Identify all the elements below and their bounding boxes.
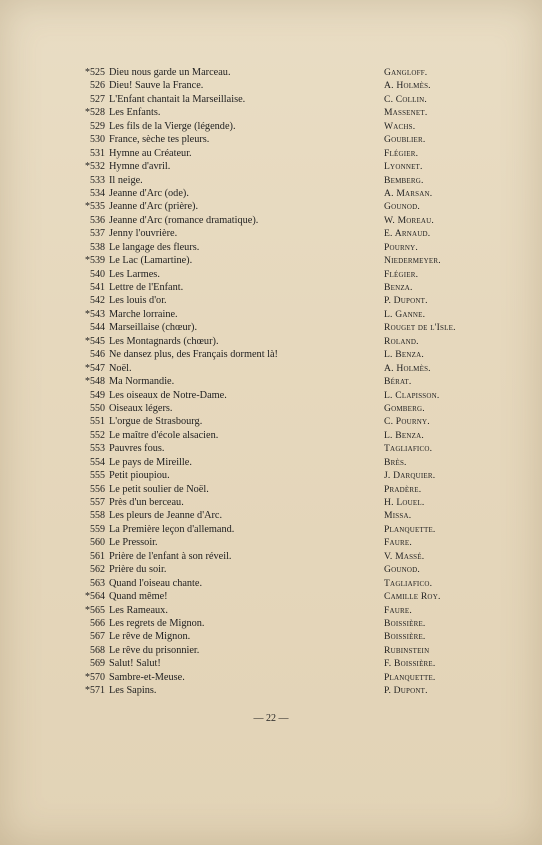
entry-title: Quand même! [109, 591, 168, 603]
entry-composer: P. Dupont. [384, 295, 428, 307]
entry-composer: A. Holmès. [384, 80, 431, 92]
entry-title: Marseillaise (chœur). [109, 322, 198, 334]
entry-composer: Boissière. [384, 617, 426, 629]
entry-composer: C. Collin. [384, 93, 427, 105]
list-item [78, 294, 498, 307]
list-item [78, 147, 498, 160]
entry-composer: Bemberg. [384, 174, 424, 186]
entry-number: 551 [90, 416, 105, 428]
entry-number: *539 [85, 255, 105, 267]
entry-title: Le langage des fleurs. [109, 241, 200, 253]
list-item [78, 617, 498, 630]
entry-number: 557 [90, 497, 105, 508]
list-item [78, 174, 498, 187]
list-item [78, 308, 498, 321]
entry-composer: Benza. [384, 282, 413, 293]
entry-number: *547 [85, 362, 105, 374]
entry-number: *548 [85, 376, 105, 388]
entry-number: 555 [90, 470, 105, 482]
list-item [78, 120, 498, 133]
entry-title: Salut! Salut! [109, 658, 161, 670]
list-item [78, 536, 498, 549]
entry-number: 560 [90, 537, 105, 549]
entry-composer: V. Massé. [384, 550, 425, 562]
entry-title: Il neige. [109, 174, 143, 186]
entry-title: Les Sapins. [109, 685, 157, 697]
entry-number: 559 [90, 523, 105, 535]
list-item [78, 604, 498, 617]
entry-number: 568 [90, 644, 105, 656]
entry-composer: L. Clapisson. [384, 389, 440, 401]
entry-number: *564 [85, 591, 105, 603]
entry-number: 552 [90, 429, 105, 441]
entry-composer: Bérat. [384, 376, 412, 388]
entry-composer: Camille Roy. [384, 591, 441, 603]
entry-title: Près d'un berceau. [109, 497, 184, 508]
entry-composer: Faure. [384, 604, 412, 616]
entry-number: 544 [90, 322, 105, 334]
entry-composer: L. Benza. [384, 429, 424, 441]
entry-number: *535 [85, 201, 105, 213]
list-item [78, 577, 498, 590]
list-item [78, 254, 498, 267]
entry-composer: L. Ganne. [384, 308, 426, 320]
list-item [78, 644, 498, 657]
entry-title: Le Pressoir. [109, 537, 158, 549]
entry-composer: Niedermeyer. [384, 255, 441, 267]
entry-number: 549 [90, 389, 105, 401]
page-number: — 22 — [253, 713, 289, 724]
entry-title: Hymne au Créateur. [109, 147, 192, 159]
list-item [78, 200, 498, 213]
list-item [78, 630, 498, 643]
entry-number: 556 [90, 483, 105, 495]
entry-title: Les Montagnards (chœur). [109, 335, 219, 347]
list-item [78, 456, 498, 469]
list-item [78, 375, 498, 388]
entry-composer: Brès. [384, 456, 407, 468]
list-item [78, 335, 498, 348]
list-item [78, 79, 498, 92]
entry-title: Ma Normandie. [109, 376, 175, 388]
list-item [78, 214, 498, 227]
entry-number: 531 [90, 147, 105, 159]
entry-composer: H. Louel. [384, 497, 425, 508]
entry-title: Le maître d'école alsacien. [109, 429, 219, 441]
list-item [78, 550, 498, 563]
entry-number: 562 [90, 564, 105, 576]
entry-title: Les oiseaux de Notre-Dame. [109, 389, 227, 401]
list-item [78, 402, 498, 415]
list-item [78, 133, 498, 146]
list-item [78, 523, 498, 536]
entry-composer: Wachs. [384, 120, 416, 132]
entry-title: Quand l'oiseau chante. [109, 577, 203, 589]
entry-number: 529 [90, 120, 105, 132]
entry-composer: F. Boissière. [384, 658, 436, 670]
entry-title: Marche lorraine. [109, 308, 178, 320]
entry-title: Jenny l'ouvrière. [109, 228, 178, 240]
entry-title: Le petit soulier de Noël. [109, 483, 209, 495]
list-item [78, 590, 498, 603]
entry-number: 563 [90, 577, 105, 589]
entry-composer: W. Moreau. [384, 214, 435, 226]
entry-title: Les louis d'or. [109, 295, 167, 307]
entry-number: 537 [90, 228, 105, 240]
list-item [78, 442, 498, 455]
entry-number: 546 [90, 349, 105, 361]
entry-composer: Massenet. [384, 107, 428, 119]
entry-composer: Rubinstein [384, 644, 430, 656]
entry-composer: Pourny. [384, 241, 419, 253]
list-item [78, 429, 498, 442]
entry-number: 567 [90, 631, 105, 643]
list-item [78, 187, 498, 200]
entry-title: Le pays de Mireille. [109, 456, 192, 468]
entry-title: Les Larmes. [109, 268, 160, 280]
entry-composer: Boissière. [384, 631, 426, 643]
entry-title: L'orgue de Strasbourg. [109, 416, 203, 428]
entry-number: 553 [90, 443, 105, 455]
entry-composer: Missa. [384, 510, 412, 522]
entry-composer: Flégier. [384, 147, 419, 159]
entry-number: 533 [90, 174, 105, 186]
entry-title: Prière du soir. [109, 564, 167, 576]
entry-number: 561 [90, 550, 105, 562]
list-item [78, 268, 498, 281]
list-item [78, 281, 498, 294]
list-item [78, 684, 498, 697]
entry-composer: Rouget de l'Isle. [384, 322, 456, 334]
entry-composer: Roland. [384, 335, 419, 347]
list-item [78, 241, 498, 254]
list-item [78, 469, 498, 482]
entry-title: La Première leçon d'allemand. [109, 523, 235, 535]
entry-title: Jeanne d'Arc (prière). [109, 201, 199, 213]
list-item [78, 563, 498, 576]
entry-number: 527 [90, 93, 105, 105]
entry-title: Les fils de la Vierge (légende). [109, 120, 236, 132]
entry-number: *543 [85, 308, 105, 320]
list-item [78, 348, 498, 361]
entry-composer: A. Holmès. [384, 362, 431, 374]
entry-composer: J. Darquier. [384, 470, 436, 482]
entry-composer: P. Dupont. [384, 685, 428, 697]
entry-composer: Tagliafico. [384, 577, 433, 589]
entry-number: 542 [90, 295, 105, 307]
entry-title: Dieu! Sauve la France. [109, 80, 204, 92]
entry-title: Jeanne d'Arc (ode). [109, 187, 189, 199]
entry-number: 536 [90, 214, 105, 226]
entry-title: Prière de l'enfant à son réveil. [109, 550, 232, 562]
list-item [78, 415, 498, 428]
entry-number: 530 [90, 134, 105, 146]
entry-title: Lettre de l'Enfant. [109, 282, 184, 293]
list-item [78, 496, 498, 509]
entry-number: 569 [90, 658, 105, 670]
list-item [78, 106, 498, 119]
entry-title: Dieu nous garde un Marceau. [109, 67, 231, 78]
entry-title: Le rêve de Mignon. [109, 631, 191, 643]
entry-number: *545 [85, 335, 105, 347]
entry-number: 540 [90, 268, 105, 280]
entry-number: *571 [85, 685, 105, 697]
entry-number: 538 [90, 241, 105, 253]
list-item [78, 671, 498, 684]
entry-title: Le rêve du prisonnier. [109, 644, 200, 656]
entry-title: Oiseaux légers. [109, 402, 173, 414]
list-item [78, 93, 498, 106]
entry-composer: Flégier. [384, 268, 419, 280]
list-item [78, 321, 498, 334]
entry-number: *570 [85, 671, 105, 683]
entry-title: Les pleurs de Jeanne d'Arc. [109, 510, 223, 522]
entry-title: Noël. [109, 362, 132, 374]
entry-title: Petit pioupiou. [109, 470, 170, 482]
entry-number: 541 [90, 282, 105, 293]
entry-composer: L. Benza. [384, 349, 424, 361]
entry-number: 526 [90, 80, 105, 92]
entry-title: Pauvres fous. [109, 443, 165, 455]
list-item [78, 160, 498, 173]
entry-composer: Pradère. [384, 483, 422, 495]
entry-composer: Lyonnet. [384, 161, 423, 173]
entry-title: Les regrets de Mignon. [109, 617, 205, 629]
entry-title: Ne dansez plus, des Français dorment là! [109, 349, 278, 361]
entry-composer: Faure. [384, 537, 412, 549]
song-list [78, 66, 498, 698]
entry-composer: Tagliafico. [384, 443, 433, 455]
list-item [78, 509, 498, 522]
entry-composer: Gounod. [384, 564, 421, 576]
entry-number: *565 [85, 604, 105, 616]
entry-composer: A. Marsan. [384, 187, 433, 199]
list-item [78, 657, 498, 670]
list-item [78, 66, 498, 79]
entry-title: Les Rameaux. [109, 604, 168, 616]
entry-number: 558 [90, 510, 105, 522]
entry-title: Les Enfants. [109, 107, 161, 119]
entry-number: 554 [90, 456, 105, 468]
list-item [78, 362, 498, 375]
entry-composer: Goublier. [384, 134, 426, 146]
entry-title: Le Lac (Lamartine). [109, 255, 193, 267]
entry-composer: C. Pourny. [384, 416, 430, 428]
entry-composer: Gomberg. [384, 402, 425, 414]
entry-number: 566 [90, 617, 105, 629]
entry-composer: Gangloff. [384, 67, 428, 78]
entry-composer: Gounod. [384, 201, 421, 213]
entry-number: *532 [85, 161, 105, 173]
entry-title: Jeanne d'Arc (romance dramatique). [109, 214, 259, 226]
entry-composer: Planquette. [384, 671, 436, 683]
entry-title: L'Enfant chantait la Marseillaise. [109, 93, 246, 105]
entry-title: France, sèche tes pleurs. [109, 134, 210, 146]
list-item [78, 227, 498, 240]
entry-composer: Planquette. [384, 523, 436, 535]
entry-number: *528 [85, 107, 105, 119]
entry-title: Sambre-et-Meuse. [109, 671, 185, 683]
entry-composer: E. Arnaud. [384, 228, 431, 240]
entry-number: 534 [90, 187, 105, 199]
list-item [78, 483, 498, 496]
entry-number: 550 [90, 402, 105, 414]
list-item [78, 389, 498, 402]
entry-number: *525 [85, 67, 105, 78]
entry-title: Hymne d'avril. [109, 161, 171, 173]
